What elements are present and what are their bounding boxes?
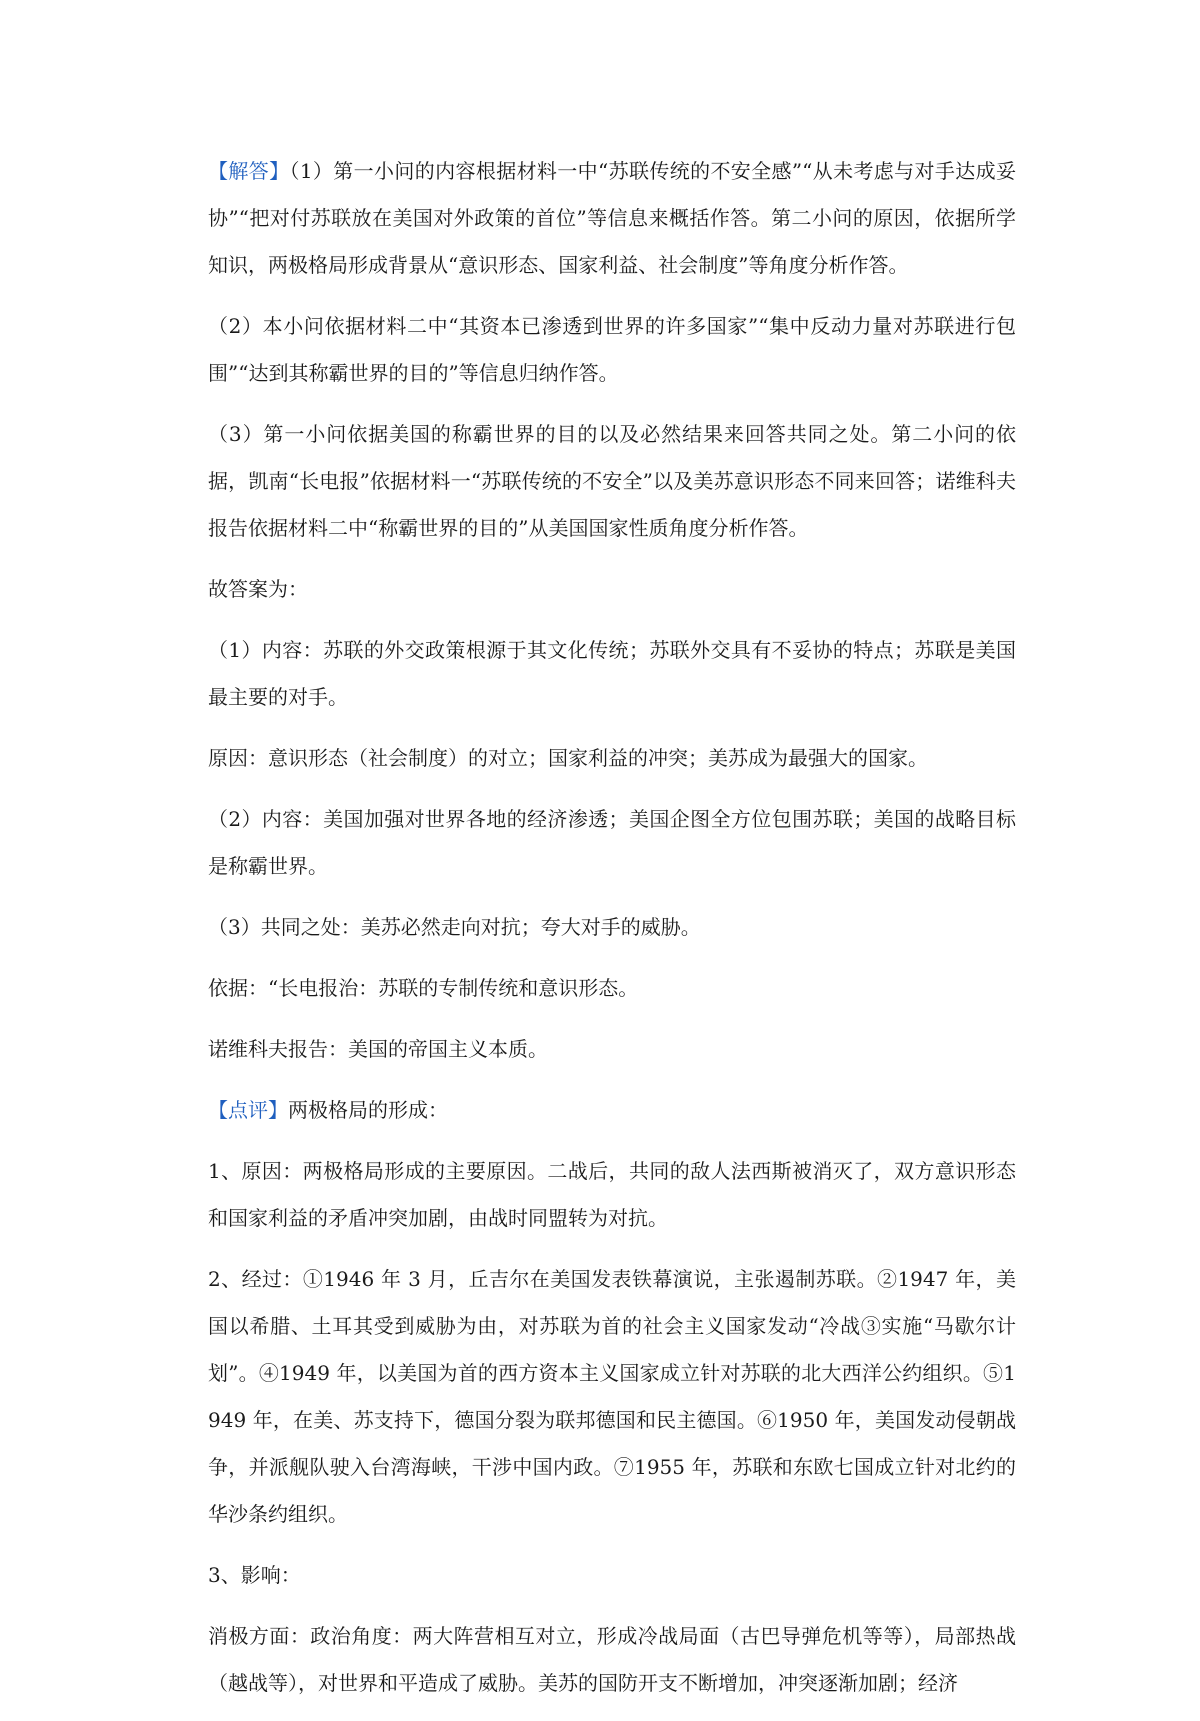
answer-text-1: （1）第一小问的内容根据材料一中“苏联传统的不安全感”“从未考虑与对手达成妥协”“把对付苏联放在美国对外政策的首位”等信息来概括作答。第二小问的原因，依据所学知识，两极格局形成背景从“意识形态、国家利益、社会制度”等角度分析作答。 — [208, 159, 1017, 277]
comment-heading-text: 两极格局的形成： — [288, 1098, 448, 1122]
comment-heading — [208, 1087, 1016, 1134]
answer-label: 故答案为： — [208, 577, 308, 601]
answer-item-2-content: （2）内容：美国加强对世界各地的经济渗透；美国企图全方位包围苏联；美国的战略目标是称霸世界。 — [208, 807, 1016, 878]
answer-tag: 【解答】 — [208, 159, 290, 183]
comment-paragraph-3: 3、影响： — [208, 1563, 301, 1587]
answer-paragraph-1 — [208, 148, 1016, 289]
comment-paragraph-4: 消极方面：政治角度：两大阵营相互对立，形成冷战局面（古巴导弹危机等等），局部热战（越战等），对世界和平造成了威胁。美苏的国防开支不断增加，冲突逐渐加剧；经济 — [208, 1624, 1016, 1695]
document-body — [208, 148, 1016, 1721]
answer-item-3-basis: 依据：“长电报治：苏联的专制传统和意识形态。 — [208, 976, 639, 1000]
comment-paragraph-1: 1、原因：两极格局形成的主要原因。二战后，共同的敌人法西斯被消灭了，双方意识形态和国家利益的矛盾冲突加剧，由战时同盟转为对抗。 — [208, 1159, 1016, 1230]
answer-item-1-content: （1）内容：苏联的外交政策根源于其文化传统；苏联外交具有不妥协的特点；苏联是美国最主要的对手。 — [208, 638, 1016, 709]
answer-item-3-common: （3）共同之处：美苏必然走向对抗；夸大对手的威胁。 — [208, 915, 701, 939]
answer-item-1-reason: 原因：意识形态（社会制度）的对立；国家利益的冲突；美苏成为最强大的国家。 — [208, 746, 928, 770]
answer-item-3-report: 诺维科夫报告：美国的帝国主义本质。 — [208, 1037, 548, 1061]
answer-paragraph-3: （3）第一小问依据美国的称霸世界的目的以及必然结果来回答共同之处。第二小问的依据，凯南“长电报”依据材料一“苏联传统的不安全”以及美苏意识形态不同来回答；诺维科夫报告依据材料二中“称霸世界的目的”从美国国家性质角度分析作答。 — [208, 422, 1016, 540]
answer-paragraph-2: （2）本小问依据材料二中“其资本已渗透到世界的许多国家”“集中反动力量对苏联进行包围”“达到其称霸世界的目的”等信息归纳作答。 — [208, 314, 1016, 385]
comment-tag: 【点评】 — [208, 1098, 288, 1122]
comment-paragraph-2: 2、经过：①1946 年 3 月，丘吉尔在美国发表铁幕演说，主张遏制苏联。②1947 年，美国以希腊、土耳其受到威胁为由，对苏联为首的社会主义国家发动“冷战③实施“马歇尔计划”。④1949 年，以美国为首的西方资本主义国家成立针对苏联的北大西洋公约组织。⑤1949 年，在美、苏支持下，德国分裂为联邦德国和民主德国。⑥1950 年，美国发动侵朝战争，并派舰队驶入台湾海峡，干涉中国内政。⑦1955 年，苏联和东欧七国成立针对北约的华沙条约组织。 — [208, 1267, 1016, 1526]
